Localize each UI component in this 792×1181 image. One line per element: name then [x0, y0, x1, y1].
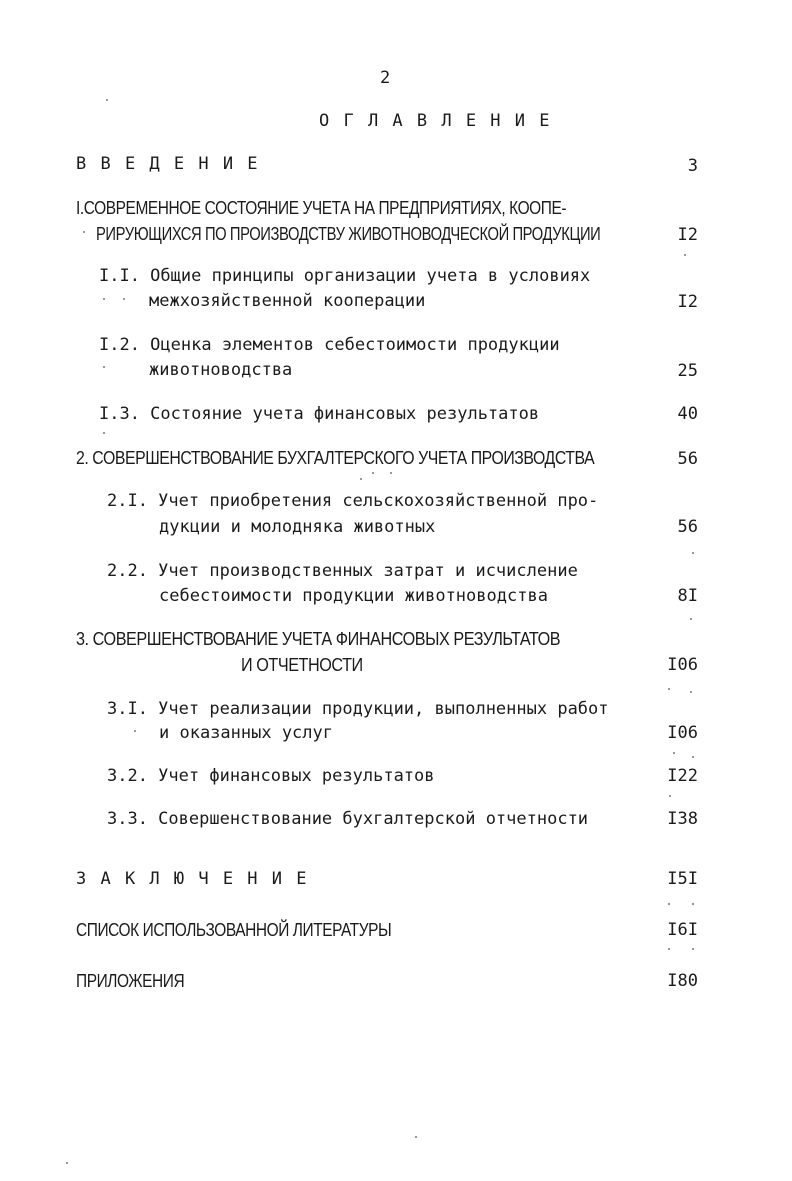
scan-speck [692, 948, 694, 950]
toc-intro-page: 3 [687, 156, 698, 176]
toc-appendices-label: ПРИЛОЖЕНИЯ [76, 971, 185, 991]
toc-ch1-line1: I.СОВРЕМЕННОЕ СОСТОЯНИЕ УЧЕТА НА ПРЕДПРИЯТИЯХ, КООПЕ- [76, 198, 567, 218]
scan-speck [668, 948, 670, 950]
toc-s2-2-page: 8I [677, 586, 698, 606]
scan-speck [668, 688, 670, 690]
toc-ch1-line2: РИРУЮЩИХСЯ ПО ПРОИЗВОДСТВУ ЖИВОТНОВОДЧЕСКОЙ ПРОДУКЦИИ [96, 224, 601, 244]
toc-references-page: I6I [667, 920, 698, 940]
toc-references-label: СПИСОК ИСПОЛЬЗОВАННОЙ ЛИТЕРАТУРЫ [76, 920, 392, 940]
scan-speck [669, 795, 671, 797]
toc-s1-1-page: I2 [677, 292, 698, 312]
scan-speck [103, 366, 105, 368]
toc-s1-2-line2: животноводства [149, 360, 293, 380]
toc-ch3-line2: И ОТЧЕТНОСТИ [241, 655, 363, 675]
scan-speck [103, 298, 105, 300]
scan-speck [692, 552, 694, 554]
toc-s1-2-line1: I.2. Оценка элементов себестоимости продукции [99, 335, 560, 355]
scan-speck [103, 432, 105, 434]
toc-s1-2-page: 25 [677, 361, 698, 381]
scan-speck [134, 730, 136, 732]
toc-s2-2-line1: 2.2. Учет производственных затрат и исчисление [107, 561, 578, 581]
toc-s2-1-line1: 2.I. Учет приобретения сельскохозяйственной про- [107, 491, 599, 511]
toc-s2-1-line2: дукции и молодняка животных [159, 517, 436, 537]
toc-conclusion-label: З А К Л Ю Ч Е Н И Е [76, 869, 309, 889]
page-number: 2 [380, 68, 391, 88]
scan-speck [390, 472, 392, 474]
toc-s1-3-line1: I.3. Состояние учета финансовых результатов [99, 404, 540, 424]
toc-s2-2-line2: себестоимости продукции животноводства [159, 586, 548, 606]
scan-speck [123, 298, 125, 300]
toc-appendices-page: I80 [667, 971, 698, 991]
scan-speck [66, 1162, 68, 1164]
toc-intro-label: В В Е Д Е Н И Е [76, 154, 260, 174]
page-title: О Г Л А В Л Е Н И Е [319, 111, 552, 131]
scan-speck [668, 903, 670, 905]
scan-speck [83, 231, 85, 233]
toc-s1-1-line2: межхозяйственной кооперации [149, 291, 426, 311]
toc-s1-3-page: 40 [677, 404, 698, 424]
scan-speck [690, 618, 692, 620]
scan-speck [692, 903, 694, 905]
toc-s3-2-page: I22 [667, 766, 698, 786]
toc-s2-1-page: 56 [677, 517, 698, 537]
toc-ch2-line1: 2. СОВЕРШЕНСТВОВАНИЕ БУХГАЛТЕРСКОГО УЧЕТА ПРОИЗВОДСТВА [76, 448, 595, 468]
toc-s3-1-page: I06 [667, 723, 698, 743]
scan-speck [684, 254, 686, 256]
toc-ch1-page: I2 [677, 225, 698, 245]
scan-speck [372, 472, 374, 474]
toc-ch3-page: I06 [667, 655, 698, 675]
toc-s3-2-line1: 3.2. Учет финансовых результатов [107, 766, 435, 786]
scan-speck [106, 99, 108, 101]
toc-s3-1-line1: 3.I. Учет реализации продукции, выполненных работ [107, 699, 609, 719]
toc-s1-1-line1: I.I. Общие принципы организации учета в условиях [99, 266, 591, 286]
toc-ch3-line1: 3. СОВЕРШЕНСТВОВАНИЕ УЧЕТА ФИНАНСОВЫХ РЕЗУЛЬТАТОВ [76, 629, 561, 649]
scan-speck [673, 752, 675, 754]
toc-s3-3-page: I38 [667, 809, 698, 829]
toc-s3-3-line1: 3.3. Совершенствование бухгалтерской отчетности [107, 809, 589, 829]
scan-speck [415, 1136, 417, 1138]
toc-ch2-page: 56 [677, 449, 698, 469]
scan-speck [360, 478, 362, 480]
toc-conclusion-page: I5I [667, 869, 698, 889]
toc-s3-1-line2: и оказанных услуг [159, 723, 333, 743]
scan-speck [690, 691, 692, 693]
scan-speck [692, 756, 694, 758]
